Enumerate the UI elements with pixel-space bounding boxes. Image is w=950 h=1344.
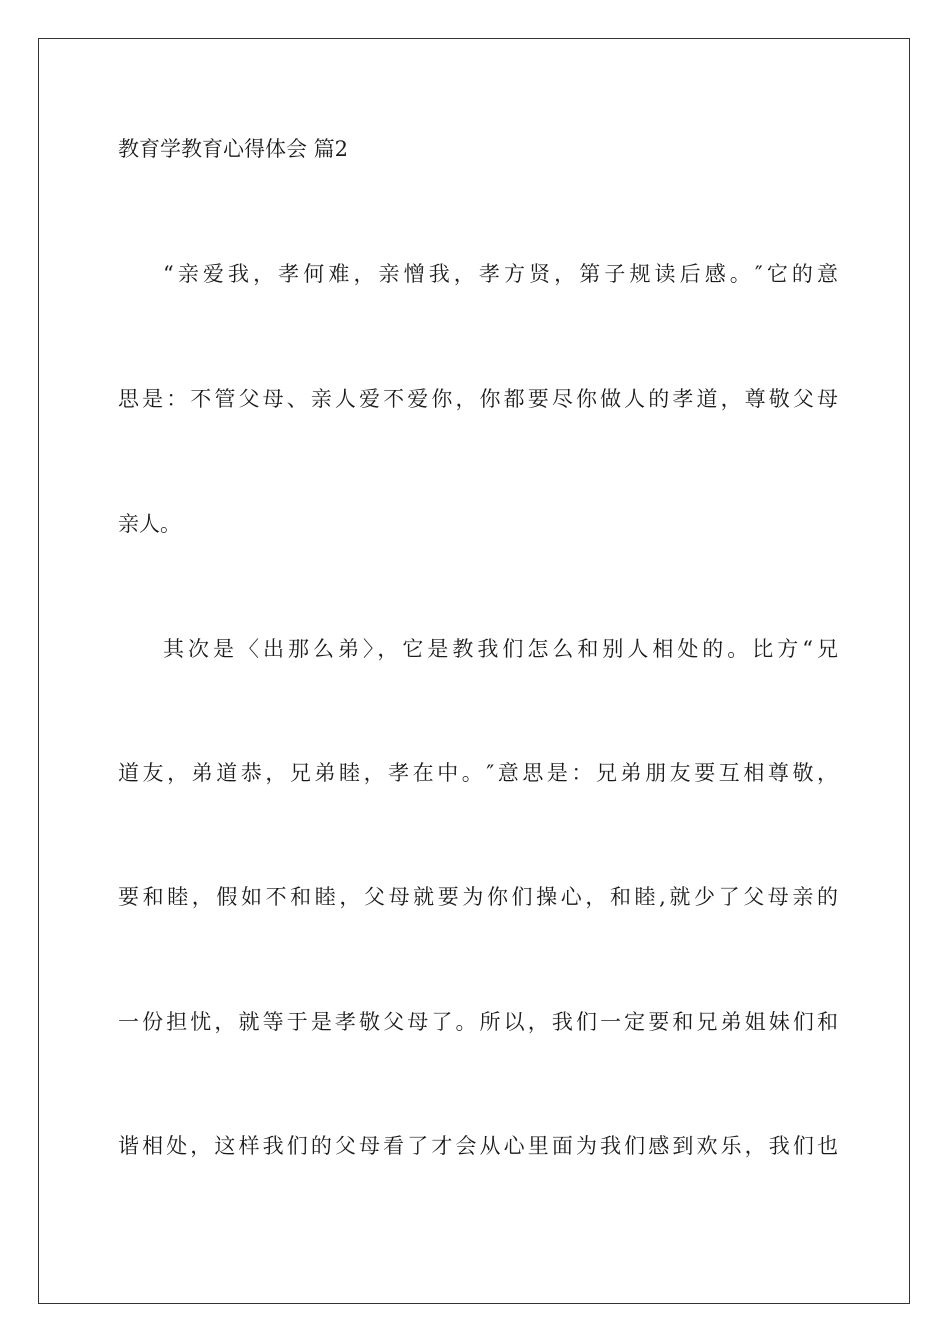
paragraph-1-line-1: “亲爱我，孝何难，亲憎我，孝方贤，第子规读后感。″它的意	[163, 262, 838, 286]
paragraph-2-line-1: 其次是〈出那么弟〉，它是教我们怎么和别人相处的。比方“兄	[163, 637, 838, 661]
paragraph-1-line-3: 亲人。	[118, 512, 181, 536]
paragraph-2-line-4: 一份担忧，就等于是孝敬父母了。所以，我们一定要和兄弟姐妹们和	[118, 1010, 838, 1034]
paragraph-2-line-3: 要和睦，假如不和睦，父母就要为你们操心，和睦,就少了父母亲的	[118, 885, 838, 909]
document-title: 教育学教育心得体会 篇2	[118, 137, 349, 161]
paragraph-1-line-2: 思是：不管父母、亲人爱不爱你，你都要尽你做人的孝道，尊敬父母	[118, 387, 838, 411]
paragraph-2-line-5: 谐相处，这样我们的父母看了才会从心里面为我们感到欢乐，我们也	[118, 1134, 838, 1158]
page-border	[38, 38, 910, 1304]
paragraph-2-line-2: 道友，弟道恭，兄弟睦，孝在中。″意思是：兄弟朋友要互相尊敬，	[118, 761, 838, 785]
